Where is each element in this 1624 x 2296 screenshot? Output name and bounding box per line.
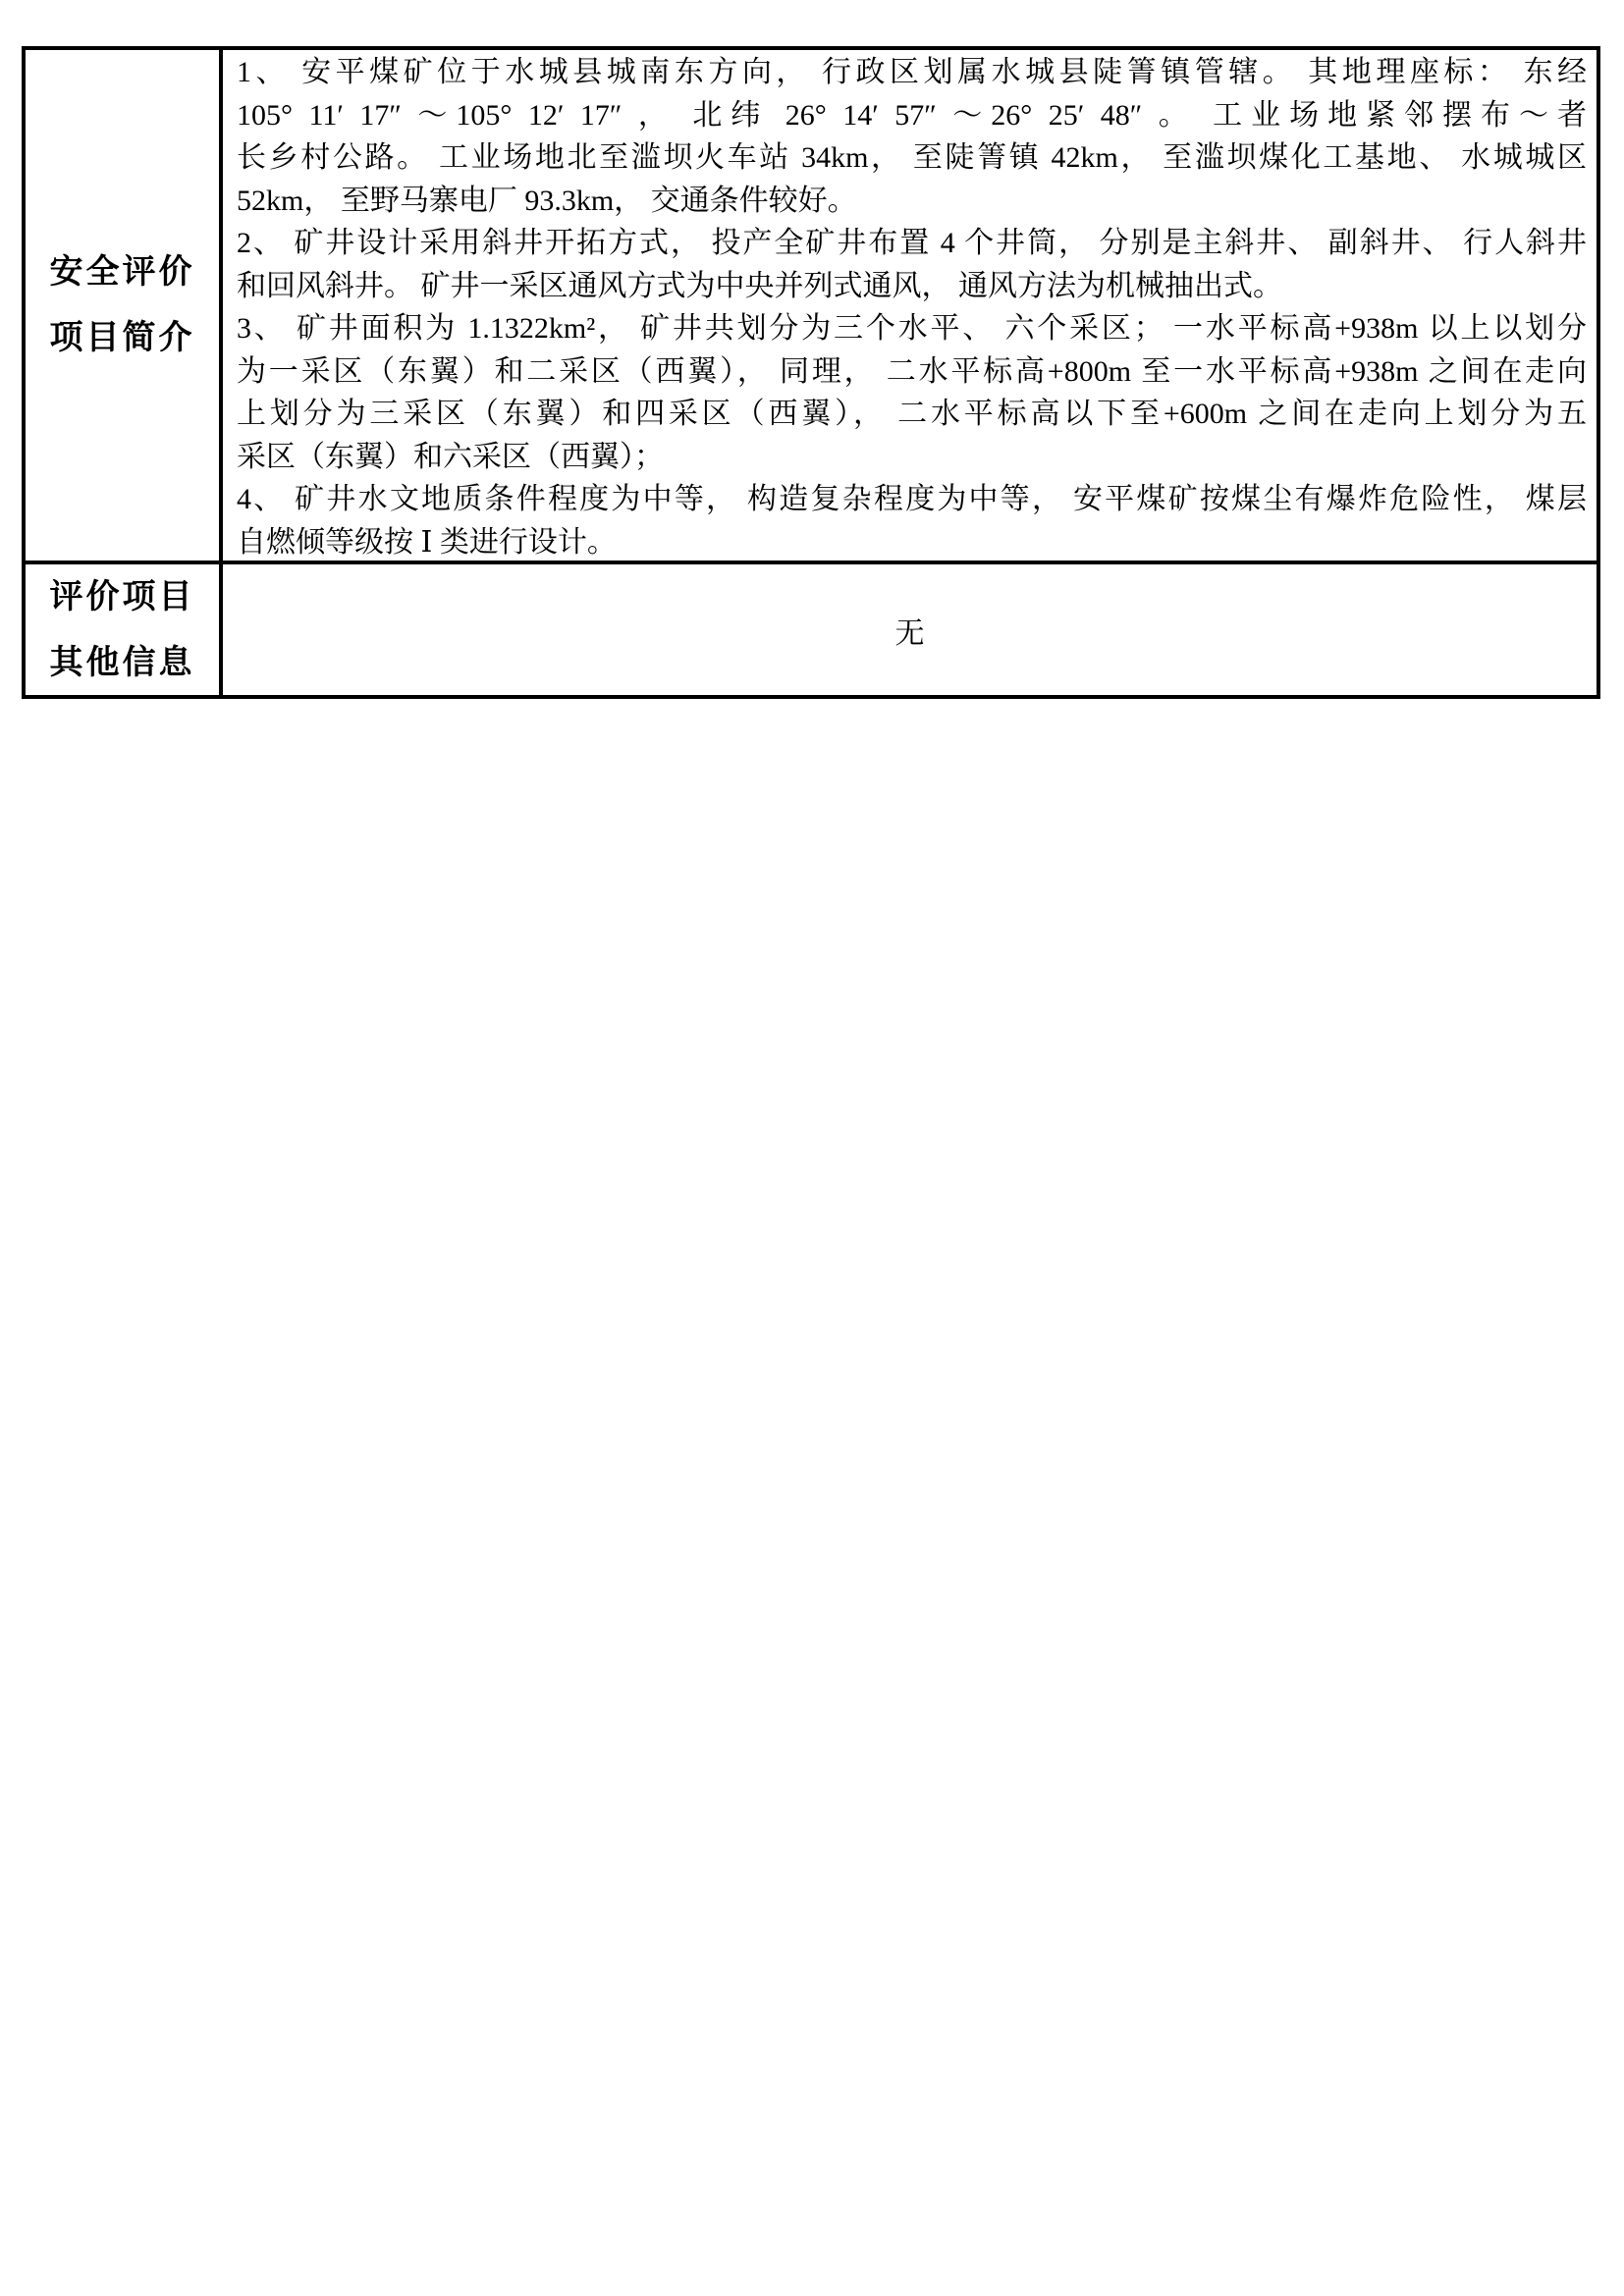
- intro-text-line: 为一采区（东翼）和二采区（西翼）， 同理， 二水平标高+800m 至一水平标高+938m 之间在走向: [237, 354, 1587, 388]
- table-row-other-info: [26, 564, 1597, 695]
- row-header-safety-eval-intro: [26, 50, 223, 561]
- intro-text-line: 52km， 至野马寨电厂 93.3km， 交通条件较好。: [237, 184, 857, 217]
- intro-text-line: 3、 矿井面积为 1.1322km²， 矿井共划分为三个水平、 六个采区； 一水平标高+938m 以上以划分: [237, 312, 1587, 345]
- other-info-value: [223, 564, 1597, 695]
- intro-text-line: 采区（东翼）和六采区（西翼）；: [237, 440, 664, 473]
- intro-text-line: 和回风斜井。 矿井一采区通风方式为中央并列式通风， 通风方法为机械抽出式。: [237, 269, 1282, 302]
- row-header-line: 安全评价: [49, 254, 195, 291]
- table-row-project-intro: [26, 50, 1597, 564]
- project-intro-text: [223, 50, 1597, 561]
- intro-text-line: 长乡村公路。 工业场地北至滥坝火车站 34km， 至陡箐镇 42km， 至滥坝煤化工基地、 水城城区: [237, 141, 1587, 174]
- intro-text-line: 1、 安平煤矿位于水城县城南东方向， 行政区划属水城县陡箐镇管辖。 其地理座标： 东经: [237, 56, 1587, 88]
- intro-text-line: 4、 矿井水文地质条件程度为中等， 构造复杂程度为中等， 安平煤矿按煤尘有爆炸危险性， 煤层: [237, 483, 1587, 515]
- row-header-line: 项目简介: [49, 320, 195, 356]
- row-header-other-info: [26, 564, 223, 695]
- evaluation-table: [22, 46, 1600, 699]
- intro-text-line: 105° 11′ 17″ ～105° 12′ 17″ ， 北纬 26° 14′ 57″ ～26° 25′ 48″ 。 工业场地紧邻摆布～者: [237, 98, 1587, 132]
- intro-text-line: 2、 矿井设计采用斜井开拓方式， 投产全矿井布置 4 个井筒， 分别是主斜井、 副斜井、 行人斜井: [237, 227, 1587, 259]
- intro-text-line: 自燃倾等级按 Ⅰ 类进行设计。: [237, 525, 617, 559]
- other-info-text: 无: [894, 616, 925, 650]
- row-header-line: 其他信息: [49, 644, 195, 681]
- row-header-line: 评价项目: [49, 578, 195, 615]
- intro-text-line: 上划分为三采区（东翼）和四采区（西翼）， 二水平标高以下至+600m 之间在走向上划分为五: [237, 398, 1587, 430]
